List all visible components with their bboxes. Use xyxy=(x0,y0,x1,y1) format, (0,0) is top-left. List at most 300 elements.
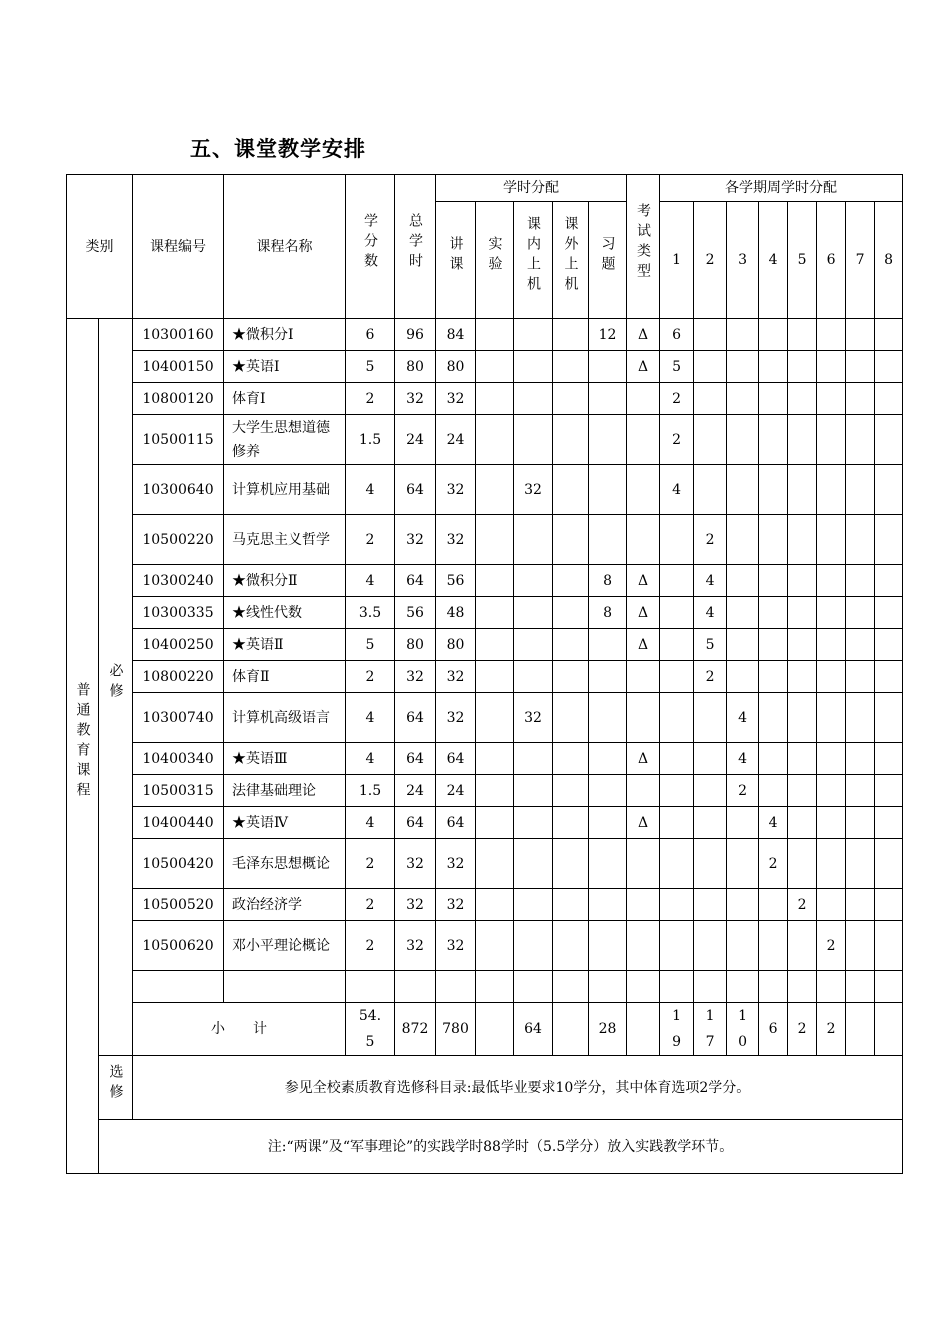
in-class-computer-cell xyxy=(514,515,553,565)
table-row xyxy=(67,629,903,661)
total-hours-cell: 32 xyxy=(395,921,436,971)
subtotal-semester-2: 17 xyxy=(694,1003,727,1056)
lecture-cell: 32 xyxy=(436,693,476,743)
course-code-cell: 10800220 xyxy=(133,661,224,693)
semester-7-cell xyxy=(846,597,875,629)
empty-cell xyxy=(875,971,903,1003)
exercise-cell xyxy=(589,465,627,515)
empty-cell xyxy=(846,971,875,1003)
table-row xyxy=(67,351,903,383)
in-class-computer-cell xyxy=(514,743,553,775)
semester-3-cell xyxy=(727,565,759,597)
semester-6-cell xyxy=(817,629,846,661)
semester-1-cell xyxy=(660,565,694,597)
course-name-cell: 马克思主义哲学 xyxy=(224,515,346,565)
exercise-cell xyxy=(589,775,627,807)
exam-type-cell xyxy=(627,693,660,743)
header-semester-distribution: 各学期周学时分配 xyxy=(660,175,903,202)
in-class-computer-cell: 32 xyxy=(514,693,553,743)
semester-8-cell xyxy=(875,839,903,889)
semester-1-cell xyxy=(660,839,694,889)
semester-1-cell xyxy=(660,775,694,807)
experiment-cell xyxy=(476,743,514,775)
semester-2-cell xyxy=(694,743,727,775)
exercise-cell xyxy=(589,839,627,889)
subtotal-lecture: 780 xyxy=(436,1003,476,1056)
semester-4-cell xyxy=(759,465,788,515)
note-row xyxy=(67,1120,903,1174)
exercise-cell xyxy=(589,889,627,921)
semester-7-cell xyxy=(846,415,875,465)
out-class-computer-cell xyxy=(553,383,589,415)
course-code-cell: 10500220 xyxy=(133,515,224,565)
semester-6-cell xyxy=(817,351,846,383)
exam-type-cell: Δ xyxy=(627,565,660,597)
lecture-cell: 32 xyxy=(436,515,476,565)
empty-cell xyxy=(514,971,553,1003)
exam-type-cell xyxy=(627,889,660,921)
lecture-cell: 64 xyxy=(436,807,476,839)
credits-cell: 3.5 xyxy=(346,597,395,629)
experiment-cell xyxy=(476,807,514,839)
exam-type-cell xyxy=(627,921,660,971)
exercise-cell xyxy=(589,629,627,661)
semester-3-cell xyxy=(727,351,759,383)
exercise-cell: 12 xyxy=(589,319,627,351)
in-class-computer-cell xyxy=(514,415,553,465)
header-semester-3: 3 xyxy=(727,202,759,319)
header-semester-1: 1 xyxy=(660,202,694,319)
course-schedule-table xyxy=(66,174,903,1174)
empty-cell xyxy=(589,971,627,1003)
semester-6-cell xyxy=(817,889,846,921)
course-code-cell: 10300160 xyxy=(133,319,224,351)
semester-3-cell xyxy=(727,661,759,693)
experiment-cell xyxy=(476,921,514,971)
exercise-cell xyxy=(589,515,627,565)
semester-3-cell xyxy=(727,515,759,565)
total-hours-cell: 32 xyxy=(395,889,436,921)
credits-cell: 2 xyxy=(346,383,395,415)
empty-cell xyxy=(224,971,346,1003)
course-name-cell: 计算机应用基础 xyxy=(224,465,346,515)
table-row xyxy=(67,775,903,807)
header-hours-distribution: 学时分配 xyxy=(436,175,627,202)
semester-8-cell xyxy=(875,565,903,597)
empty-cell xyxy=(694,971,727,1003)
exercise-cell xyxy=(589,807,627,839)
credits-cell: 2 xyxy=(346,889,395,921)
course-code-cell: 10300640 xyxy=(133,465,224,515)
table-row xyxy=(67,807,903,839)
semester-7-cell xyxy=(846,807,875,839)
category-elective: 选修 xyxy=(99,1056,133,1120)
semester-4-cell xyxy=(759,597,788,629)
semester-3-cell: 4 xyxy=(727,693,759,743)
out-class-computer-cell xyxy=(553,629,589,661)
out-class-computer-cell xyxy=(553,775,589,807)
lecture-cell: 84 xyxy=(436,319,476,351)
empty-cell xyxy=(346,971,395,1003)
exam-type-cell xyxy=(627,775,660,807)
semester-6-cell xyxy=(817,415,846,465)
empty-cell xyxy=(788,971,817,1003)
total-hours-cell: 96 xyxy=(395,319,436,351)
subtotal-experiment xyxy=(476,1003,514,1056)
out-class-computer-cell xyxy=(553,693,589,743)
total-hours-cell: 32 xyxy=(395,839,436,889)
table-row xyxy=(67,889,903,921)
semester-8-cell xyxy=(875,629,903,661)
out-class-computer-cell xyxy=(553,839,589,889)
credits-cell: 2 xyxy=(346,515,395,565)
exam-type-cell xyxy=(627,465,660,515)
exam-type-cell xyxy=(627,839,660,889)
semester-8-cell xyxy=(875,383,903,415)
semester-6-cell xyxy=(817,807,846,839)
total-hours-cell: 64 xyxy=(395,465,436,515)
course-name-cell: ★微积分Ⅱ xyxy=(224,565,346,597)
lecture-cell: 56 xyxy=(436,565,476,597)
course-name-cell: ★英语Ⅳ xyxy=(224,807,346,839)
semester-8-cell xyxy=(875,465,903,515)
header-semester-7: 7 xyxy=(846,202,875,319)
total-hours-cell: 32 xyxy=(395,383,436,415)
course-code-cell: 10500520 xyxy=(133,889,224,921)
table-row xyxy=(67,319,903,351)
total-hours-cell: 64 xyxy=(395,807,436,839)
semester-4-cell xyxy=(759,383,788,415)
semester-5-cell xyxy=(788,743,817,775)
header-lecture: 讲课 xyxy=(436,202,476,319)
credits-cell: 4 xyxy=(346,693,395,743)
exercise-cell xyxy=(589,661,627,693)
exam-type-cell: Δ xyxy=(627,629,660,661)
empty-cell xyxy=(436,971,476,1003)
empty-cell xyxy=(395,971,436,1003)
experiment-cell xyxy=(476,597,514,629)
semester-2-cell: 2 xyxy=(694,661,727,693)
semester-5-cell xyxy=(788,565,817,597)
out-class-computer-cell xyxy=(553,415,589,465)
semester-5-cell xyxy=(788,597,817,629)
semester-1-cell xyxy=(660,515,694,565)
semester-3-cell xyxy=(727,921,759,971)
course-code-cell: 10500315 xyxy=(133,775,224,807)
empty-cell xyxy=(133,971,224,1003)
semester-5-cell: 2 xyxy=(788,889,817,921)
subtotal-semester-5: 2 xyxy=(788,1003,817,1056)
course-name-cell: ★英语Ⅰ xyxy=(224,351,346,383)
semester-7-cell xyxy=(846,351,875,383)
category-general-education: 普通教育课程 xyxy=(67,319,99,1174)
semester-1-cell xyxy=(660,693,694,743)
experiment-cell xyxy=(476,383,514,415)
semester-8-cell xyxy=(875,743,903,775)
semester-1-cell: 4 xyxy=(660,465,694,515)
semester-5-cell xyxy=(788,775,817,807)
exercise-cell xyxy=(589,415,627,465)
credits-cell: 1.5 xyxy=(346,415,395,465)
experiment-cell xyxy=(476,515,514,565)
in-class-computer-cell xyxy=(514,351,553,383)
semester-6-cell xyxy=(817,661,846,693)
subtotal-in-class-computer: 64 xyxy=(514,1003,553,1056)
exercise-cell xyxy=(589,743,627,775)
table-row xyxy=(67,515,903,565)
practice-note: 注:“两课”及“军事理论”的实践学时88学时（5.5学分）放入实践教学环节。 xyxy=(99,1120,903,1174)
in-class-computer-cell xyxy=(514,319,553,351)
header-exam-type: 考试类型 xyxy=(627,175,660,319)
header-category: 类别 xyxy=(67,175,133,319)
empty-row xyxy=(67,971,903,1003)
table-row xyxy=(67,693,903,743)
semester-2-cell: 2 xyxy=(694,515,727,565)
semester-1-cell xyxy=(660,629,694,661)
exercise-cell xyxy=(589,351,627,383)
lecture-cell: 80 xyxy=(436,351,476,383)
semester-5-cell xyxy=(788,807,817,839)
semester-2-cell xyxy=(694,921,727,971)
semester-1-cell: 6 xyxy=(660,319,694,351)
course-code-cell: 10300740 xyxy=(133,693,224,743)
semester-8-cell xyxy=(875,319,903,351)
semester-8-cell xyxy=(875,889,903,921)
exam-type-cell xyxy=(627,661,660,693)
out-class-computer-cell xyxy=(553,565,589,597)
semester-3-cell: 4 xyxy=(727,743,759,775)
course-name-cell: ★英语Ⅲ xyxy=(224,743,346,775)
empty-cell xyxy=(553,971,589,1003)
semester-7-cell xyxy=(846,889,875,921)
subtotal-row xyxy=(67,1003,903,1056)
semester-5-cell xyxy=(788,921,817,971)
semester-6-cell xyxy=(817,565,846,597)
semester-7-cell xyxy=(846,465,875,515)
subtotal-exam-type xyxy=(627,1003,660,1056)
semester-5-cell xyxy=(788,319,817,351)
semester-6-cell xyxy=(817,383,846,415)
semester-4-cell xyxy=(759,415,788,465)
semester-7-cell xyxy=(846,775,875,807)
semester-2-cell xyxy=(694,807,727,839)
course-code-cell: 10400340 xyxy=(133,743,224,775)
table-row xyxy=(67,597,903,629)
semester-7-cell xyxy=(846,383,875,415)
header-course-name: 课程名称 xyxy=(224,175,346,319)
header-semester-5: 5 xyxy=(788,202,817,319)
semester-4-cell: 2 xyxy=(759,839,788,889)
semester-8-cell xyxy=(875,775,903,807)
course-code-cell: 10400440 xyxy=(133,807,224,839)
semester-5-cell xyxy=(788,383,817,415)
course-code-cell: 10500115 xyxy=(133,415,224,465)
in-class-computer-cell xyxy=(514,383,553,415)
course-name-cell: 毛泽东思想概论 xyxy=(224,839,346,889)
experiment-cell xyxy=(476,415,514,465)
exam-type-cell: Δ xyxy=(627,807,660,839)
semester-2-cell xyxy=(694,775,727,807)
header-experiment: 实验 xyxy=(476,202,514,319)
semester-4-cell xyxy=(759,889,788,921)
lecture-cell: 24 xyxy=(436,415,476,465)
semester-5-cell xyxy=(788,693,817,743)
total-hours-cell: 32 xyxy=(395,661,436,693)
experiment-cell xyxy=(476,629,514,661)
elective-row xyxy=(67,1056,903,1120)
semester-1-cell: 2 xyxy=(660,415,694,465)
semester-7-cell xyxy=(846,693,875,743)
subtotal-out-class-computer xyxy=(553,1003,589,1056)
table-row xyxy=(67,839,903,889)
credits-cell: 5 xyxy=(346,351,395,383)
total-hours-cell: 64 xyxy=(395,743,436,775)
semester-4-cell xyxy=(759,921,788,971)
table-row xyxy=(67,415,903,465)
credits-cell: 2 xyxy=(346,839,395,889)
exercise-cell xyxy=(589,383,627,415)
semester-2-cell: 4 xyxy=(694,597,727,629)
exam-type-cell xyxy=(627,383,660,415)
semester-4-cell xyxy=(759,629,788,661)
lecture-cell: 32 xyxy=(436,465,476,515)
subtotal-semester-7 xyxy=(846,1003,875,1056)
out-class-computer-cell xyxy=(553,351,589,383)
category-required: 必修 xyxy=(99,319,133,1056)
course-name-cell: 体育Ⅰ xyxy=(224,383,346,415)
semester-2-cell: 5 xyxy=(694,629,727,661)
subtotal-semester-3: 10 xyxy=(727,1003,759,1056)
credits-cell: 4 xyxy=(346,743,395,775)
header-row-1 xyxy=(67,175,903,202)
in-class-computer-cell xyxy=(514,839,553,889)
semester-5-cell xyxy=(788,415,817,465)
credits-cell: 2 xyxy=(346,921,395,971)
out-class-computer-cell xyxy=(553,597,589,629)
table-row xyxy=(67,743,903,775)
semester-3-cell xyxy=(727,319,759,351)
exam-type-cell xyxy=(627,415,660,465)
semester-4-cell: 4 xyxy=(759,807,788,839)
semester-1-cell: 2 xyxy=(660,383,694,415)
table-row xyxy=(67,565,903,597)
course-name-cell: 政治经济学 xyxy=(224,889,346,921)
empty-cell xyxy=(627,971,660,1003)
credits-cell: 2 xyxy=(346,661,395,693)
semester-1-cell xyxy=(660,597,694,629)
course-code-cell: 10800120 xyxy=(133,383,224,415)
out-class-computer-cell xyxy=(553,319,589,351)
subtotal-semester-4: 6 xyxy=(759,1003,788,1056)
semester-2-cell xyxy=(694,351,727,383)
in-class-computer-cell xyxy=(514,807,553,839)
semester-7-cell xyxy=(846,319,875,351)
subtotal-exercise: 28 xyxy=(589,1003,627,1056)
exam-type-cell: Δ xyxy=(627,743,660,775)
semester-4-cell xyxy=(759,515,788,565)
semester-3-cell xyxy=(727,415,759,465)
credits-cell: 5 xyxy=(346,629,395,661)
semester-5-cell xyxy=(788,351,817,383)
credits-cell: 4 xyxy=(346,807,395,839)
exam-type-cell: Δ xyxy=(627,319,660,351)
course-name-cell: 体育Ⅱ xyxy=(224,661,346,693)
header-total-hours: 总学时 xyxy=(395,175,436,319)
total-hours-cell: 64 xyxy=(395,565,436,597)
in-class-computer-cell xyxy=(514,921,553,971)
in-class-computer-cell: 32 xyxy=(514,465,553,515)
lecture-cell: 64 xyxy=(436,743,476,775)
semester-5-cell xyxy=(788,515,817,565)
exercise-cell: 8 xyxy=(589,565,627,597)
semester-6-cell xyxy=(817,319,846,351)
semester-6-cell xyxy=(817,515,846,565)
semester-5-cell xyxy=(788,629,817,661)
semester-1-cell: 5 xyxy=(660,351,694,383)
semester-8-cell xyxy=(875,661,903,693)
course-code-cell: 10400150 xyxy=(133,351,224,383)
header-credits: 学分数 xyxy=(346,175,395,319)
in-class-computer-cell xyxy=(514,889,553,921)
semester-5-cell xyxy=(788,661,817,693)
empty-cell xyxy=(476,971,514,1003)
total-hours-cell: 64 xyxy=(395,693,436,743)
empty-cell xyxy=(660,971,694,1003)
header-course-code: 课程编号 xyxy=(133,175,224,319)
semester-5-cell xyxy=(788,465,817,515)
semester-3-cell xyxy=(727,597,759,629)
header-exercise: 习题 xyxy=(589,202,627,319)
header-in-class-computer: 课内上机 xyxy=(514,202,553,319)
lecture-cell: 80 xyxy=(436,629,476,661)
course-name-cell: 计算机高级语言 xyxy=(224,693,346,743)
course-code-cell: 10300335 xyxy=(133,597,224,629)
course-name-cell: ★英语Ⅱ xyxy=(224,629,346,661)
semester-6-cell: 2 xyxy=(817,921,846,971)
semester-1-cell xyxy=(660,921,694,971)
experiment-cell xyxy=(476,839,514,889)
credits-cell: 1.5 xyxy=(346,775,395,807)
semester-2-cell: 4 xyxy=(694,565,727,597)
experiment-cell xyxy=(476,465,514,515)
subtotal-semester-1: 19 xyxy=(660,1003,694,1056)
course-code-cell: 10300240 xyxy=(133,565,224,597)
semester-3-cell: 2 xyxy=(727,775,759,807)
semester-3-cell xyxy=(727,465,759,515)
out-class-computer-cell xyxy=(553,661,589,693)
subtotal-credits: 54.5 xyxy=(346,1003,395,1056)
table-row xyxy=(67,465,903,515)
empty-cell xyxy=(727,971,759,1003)
out-class-computer-cell xyxy=(553,465,589,515)
in-class-computer-cell xyxy=(514,629,553,661)
semester-2-cell xyxy=(694,319,727,351)
semester-3-cell xyxy=(727,383,759,415)
lecture-cell: 32 xyxy=(436,839,476,889)
semester-7-cell xyxy=(846,839,875,889)
course-name-cell: 邓小平理论概论 xyxy=(224,921,346,971)
experiment-cell xyxy=(476,661,514,693)
out-class-computer-cell xyxy=(553,807,589,839)
course-name-cell: ★微积分Ⅰ xyxy=(224,319,346,351)
semester-4-cell xyxy=(759,565,788,597)
header-out-class-computer: 课外上机 xyxy=(553,202,589,319)
course-name-cell: ★线性代数 xyxy=(224,597,346,629)
semester-6-cell xyxy=(817,775,846,807)
header-semester-6: 6 xyxy=(817,202,846,319)
semester-6-cell xyxy=(817,743,846,775)
credits-cell: 4 xyxy=(346,465,395,515)
